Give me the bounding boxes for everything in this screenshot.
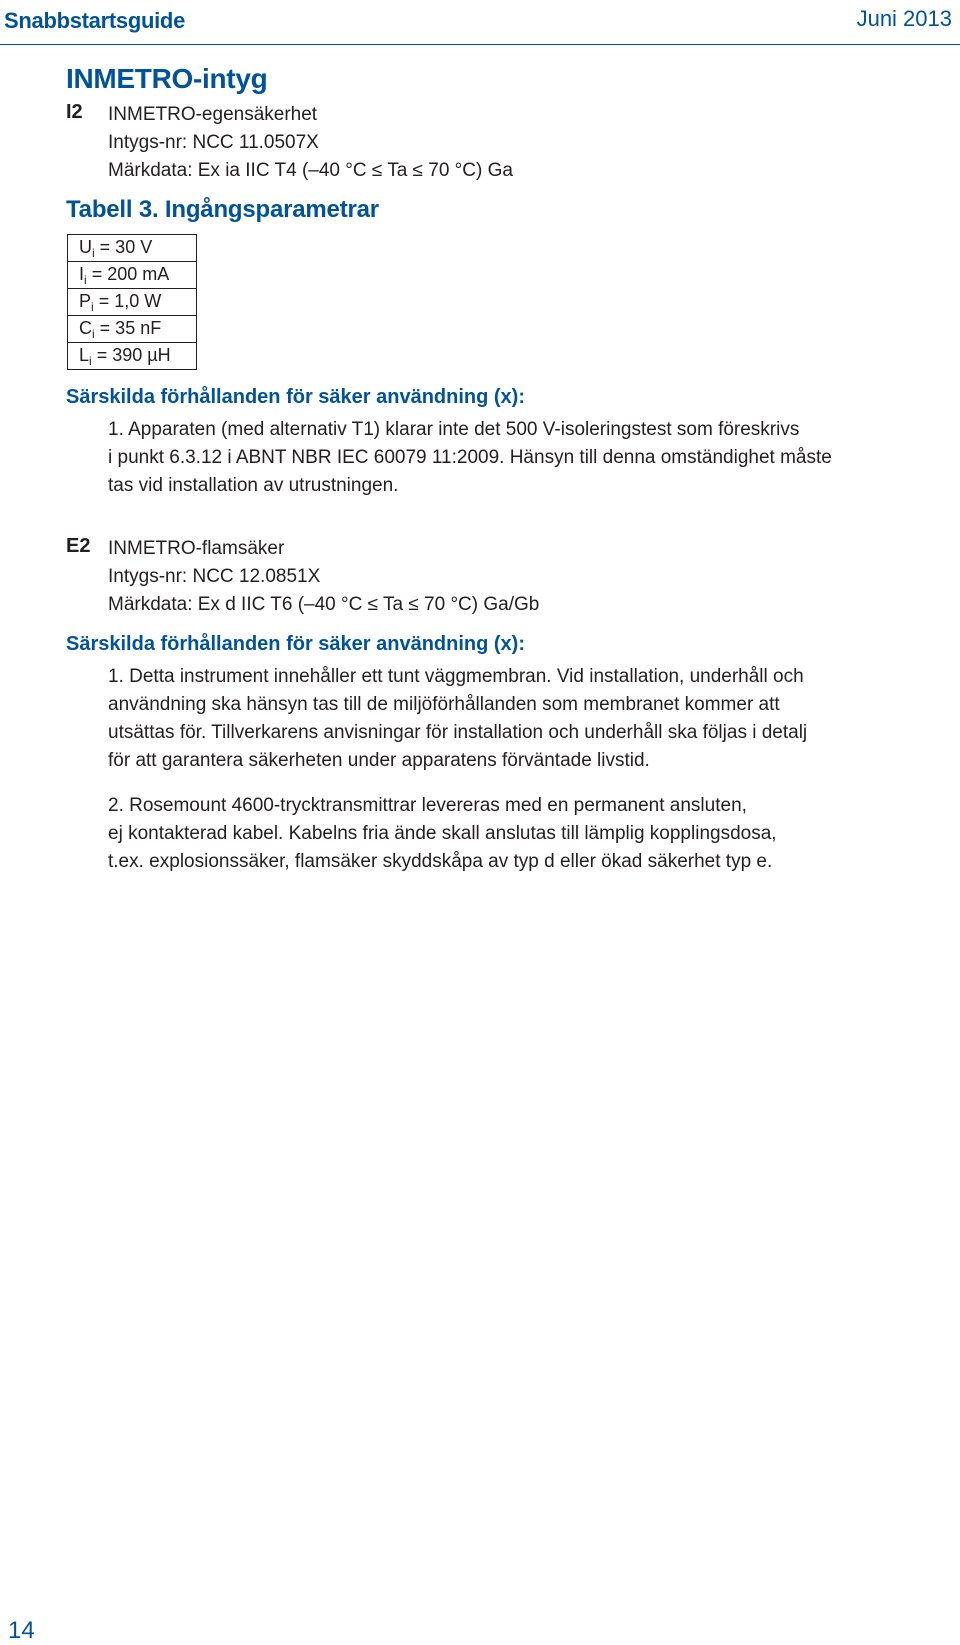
- table-row: [68, 316, 197, 343]
- e2-code: E2: [66, 535, 91, 557]
- i2-code: I2: [66, 101, 83, 123]
- table-cell: $P_i = 1,0$ W: [68, 289, 197, 316]
- header-divider: [0, 44, 960, 45]
- publication-date: Juni 2013: [856, 6, 952, 31]
- page-number: 14: [8, 1617, 35, 1644]
- table-row: [68, 343, 197, 370]
- page-header: [0, 0, 960, 48]
- i2-condition-1: 1. Apparaten (med alternativ T1) klarar inte det 500 V-isoleringstest som föreskrivs i punkt 6.3.12 i ABNT NBR IEC 60079 11:2009. Hänsyn till denna omständighet måste tas vid installation av utrustningen.: [108, 419, 832, 496]
- e2-condition-2: 2. Rosemount 4600-trycktransmittrar levereras med en permanent ansluten, ej kontakterad kabel. Kabelns fria ände skall anslutas till lämplig kopplingsdosa, t.ex. explosionssäker, flamsäker skyddskåpa av typ d eller ökad säkerhet typ e.: [108, 795, 777, 872]
- e2-marking: Märkdata: Ex d IIC T6 (–40 °C ≤ Ta ≤ 70 °C) Ga/Gb: [108, 594, 540, 615]
- input-parameters-table: [67, 234, 197, 370]
- table-row: [68, 235, 197, 262]
- table-row: [68, 289, 197, 316]
- i2-certificate: Intygs-nr: NCC 11.0507X: [108, 132, 319, 153]
- e2-condition-1: 1. Detta instrument innehåller ett tunt väggmembran. Vid installation, underhåll och användning ska hänsyn tas till de miljöförhållanden som membranet kommer att utsättas för. Tillverkarens anvisningar för installation och underhåll ska följas i detalj för att garantera säkerheten under apparatens förväntade livstid.: [108, 666, 808, 771]
- i2-conditions-heading: Särskilda förhållanden för säker användning (x):: [66, 386, 526, 408]
- table-cell: $I_i = 200$ mA: [68, 262, 197, 289]
- table-cell: $U_i = 30$ V: [68, 235, 197, 262]
- table-cell: $C_i = 35$ nF: [68, 316, 197, 343]
- guide-title: Snabbstartsguide: [4, 8, 186, 33]
- i2-details: [108, 101, 513, 185]
- e2-name: INMETRO-flamsäker: [108, 538, 285, 559]
- i2-marking: Märkdata: Ex ia IIC T4 (–40 °C ≤ Ta ≤ 70 °C) Ga: [108, 160, 513, 181]
- table-title: Tabell 3. Ingångsparametrar: [66, 196, 379, 223]
- i2-name: INMETRO-egensäkerhet: [108, 104, 318, 125]
- e2-certificate: Intygs-nr: NCC 12.0851X: [108, 566, 321, 587]
- table-cell: $L_i = 390$ µH: [68, 343, 197, 370]
- table-row: [68, 262, 197, 289]
- e2-conditions-heading: Särskilda förhållanden för säker användning (x):: [66, 633, 526, 655]
- section-heading: INMETRO-intyg: [66, 63, 268, 94]
- e2-details: [108, 535, 539, 619]
